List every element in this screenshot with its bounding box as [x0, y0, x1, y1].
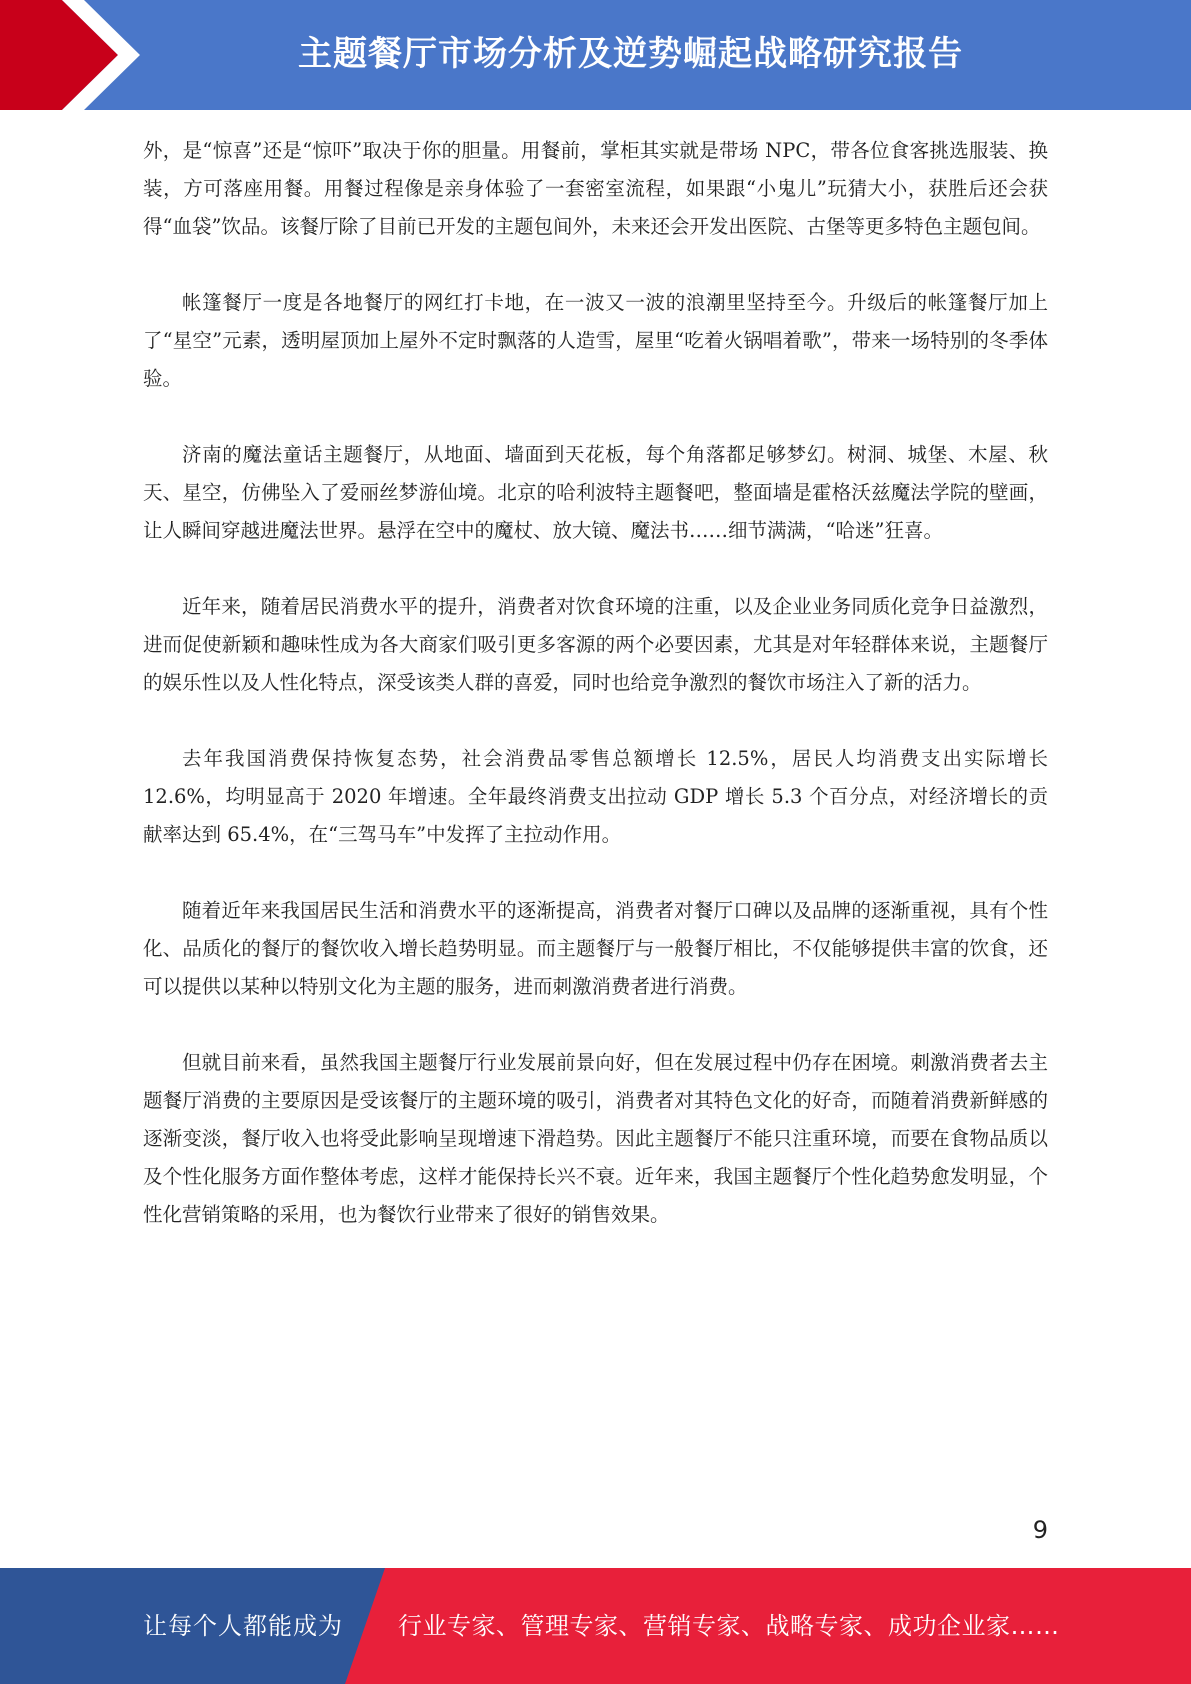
paragraph: 济南的魔法童话主题餐厅，从地面、墙面到天花板，每个角落都足够梦幻。树洞、城堡、木屋、秋天、星空，仿佛坠入了爱丽丝梦游仙境。北京的哈利波特主题餐吧，整面墙是霍格沃兹魔法学院的壁画，让人瞬间穿越进魔法世界。悬浮在空中的魔杖、放大镜、魔法书……细节满满，“哈迷”狂喜。	[143, 443, 1048, 542]
paragraph: 去年我国消费保持恢复态势，社会消费品零售总额增长 12.5%，居民人均消费支出实际增长 12.6%，均明显高于 2020 年增速。全年最终消费支出拉动 GDP 增长 5.3 个百分点，对经济增长的贡献率达到 65.4%，在“三驾马车”中发挥了主拉动作用。	[143, 747, 1048, 846]
document-body	[143, 132, 1048, 1272]
page-number: 9	[1032, 1516, 1048, 1544]
header-banner	[0, 0, 1191, 110]
paragraph: 帐篷餐厅一度是各地餐厅的网红打卡地，在一波又一波的浪潮里坚持至今。升级后的帐篷餐厅加上了“星空”元素，透明屋顶加上屋外不定时飘落的人造雪，屋里“吃着火锅唱着歌”，带来一场特别的冬季体验。	[143, 291, 1048, 390]
header-arrow-decoration	[0, 0, 160, 110]
footer-slogan-left: 让每个人都能成为	[143, 1612, 343, 1640]
paragraph: 随着近年来我国居民生活和消费水平的逐渐提高，消费者对餐厅口碑以及品牌的逐渐重视，具有个性化、品质化的餐厅的餐饮收入增长趋势明显。而主题餐厅与一般餐厅相比，不仅能够提供丰富的饮食，还可以提供以某种以特别文化为主题的服务，进而刺激消费者进行消费。	[143, 899, 1048, 998]
report-title: 主题餐厅市场分析及逆势崛起战略研究报告	[298, 34, 963, 74]
footer-banner	[0, 1568, 1191, 1684]
paragraph: 近年来，随着居民消费水平的提升，消费者对饮食环境的注重，以及企业业务同质化竞争日益激烈，进而促使新颖和趣味性成为各大商家们吸引更多客源的两个必要因素，尤其是对年轻群体来说，主题餐厅的娱乐性以及人性化特点，深受该类人群的喜爱，同时也给竞争激烈的餐饮市场注入了新的活力。	[143, 595, 1048, 694]
footer-slogan-right: 行业专家、管理专家、营销专家、战略专家、成功企业家……	[398, 1612, 1060, 1640]
paragraph: 但就目前来看，虽然我国主题餐厅行业发展前景向好，但在发展过程中仍存在困境。刺激消费者去主题餐厅消费的主要原因是受该餐厅的主题环境的吸引，消费者对其特色文化的好奇，而随着消费新鲜感的逐渐变淡，餐厅收入也将受此影响呈现增速下滑趋势。因此主题餐厅不能只注重环境，而要在食物品质以及个性化服务方面作整体考虑，这样才能保持长兴不衰。近年来，我国主题餐厅个性化趋势愈发明显，个性化营销策略的采用，也为餐饮行业带来了很好的销售效果。	[143, 1051, 1048, 1226]
paragraph: 外，是“惊喜”还是“惊吓”取决于你的胆量。用餐前，掌柜其实就是带场 NPC，带各位食客挑选服装、换装，方可落座用餐。用餐过程像是亲身体验了一套密室流程，如果跟“小鬼儿”玩猜大小，获胜后还会获得“血袋”饮品。该餐厅除了目前已开发的主题包间外，未来还会开发出医院、古堡等更多特色主题包间。	[143, 139, 1048, 238]
